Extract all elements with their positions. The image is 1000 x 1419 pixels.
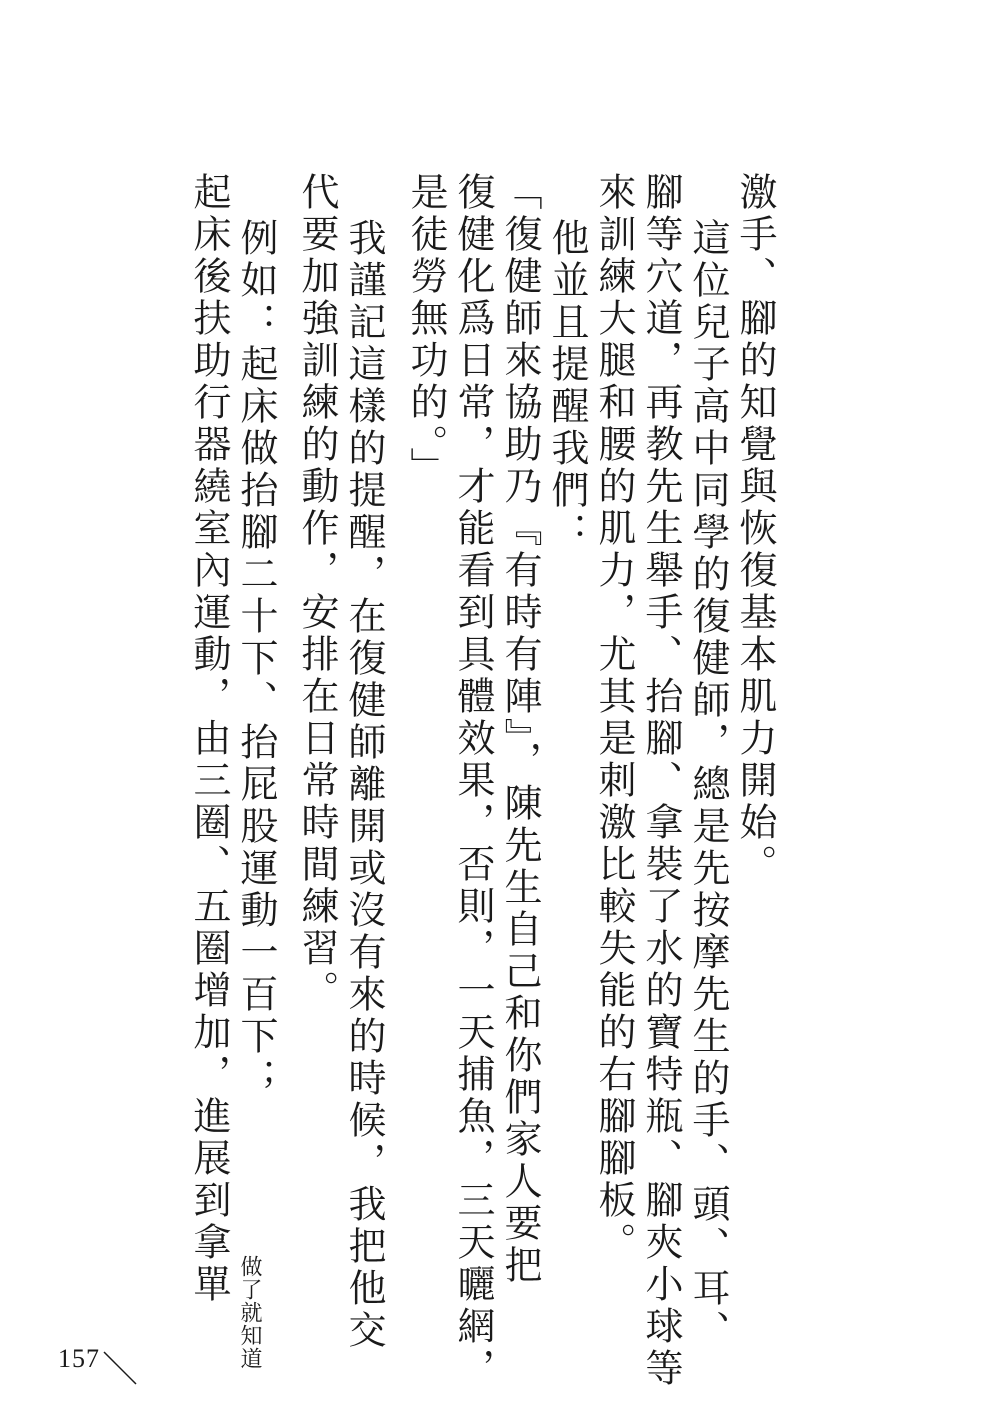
- text-column: 他並且提醒我們：: [545, 218, 589, 554]
- text-column: 復健化爲日常，才能看到具體效果，否則，一天捕魚，三天曬網，: [451, 172, 495, 1390]
- text-column: 激手、腳的知覺與恢復基本肌力開始。: [733, 172, 777, 886]
- text-column: 「復健師來協助乃『有時有陣』，陳先生自己和你們家人要把: [498, 172, 542, 1287]
- text-column: 這位兒子高中同學的復健師，總是先按摩先生的手、頭、耳、: [686, 218, 730, 1352]
- page-number-slash-icon: [102, 1350, 142, 1390]
- text-column: 例如：起床做抬腳二十下、抬屁股運動一百下；: [234, 218, 278, 1100]
- text-column: 代要加強訓練的動作，安排在日常時間練習。: [295, 172, 339, 1012]
- text-column: 起床後扶助行器繞室內運動，由三圈、五圈增加，進展到拿單: [187, 172, 231, 1306]
- text-column: 腳等穴道，再教先生舉手、抬腳、拿裝了水的寶特瓶、腳夾小球等: [639, 172, 683, 1390]
- text-column: 是徒勞無功的。」: [404, 172, 448, 489]
- running-title: 做了就知道: [237, 1255, 262, 1370]
- text-column: 我謹記這樣的提醒，在復健師離開或沒有來的時候，我把他交: [342, 218, 386, 1352]
- page-number: 157: [58, 1344, 100, 1373]
- text-column: 來訓練大腿和腰的肌力，尤其是刺激比較失能的右腳腳板。: [592, 172, 636, 1264]
